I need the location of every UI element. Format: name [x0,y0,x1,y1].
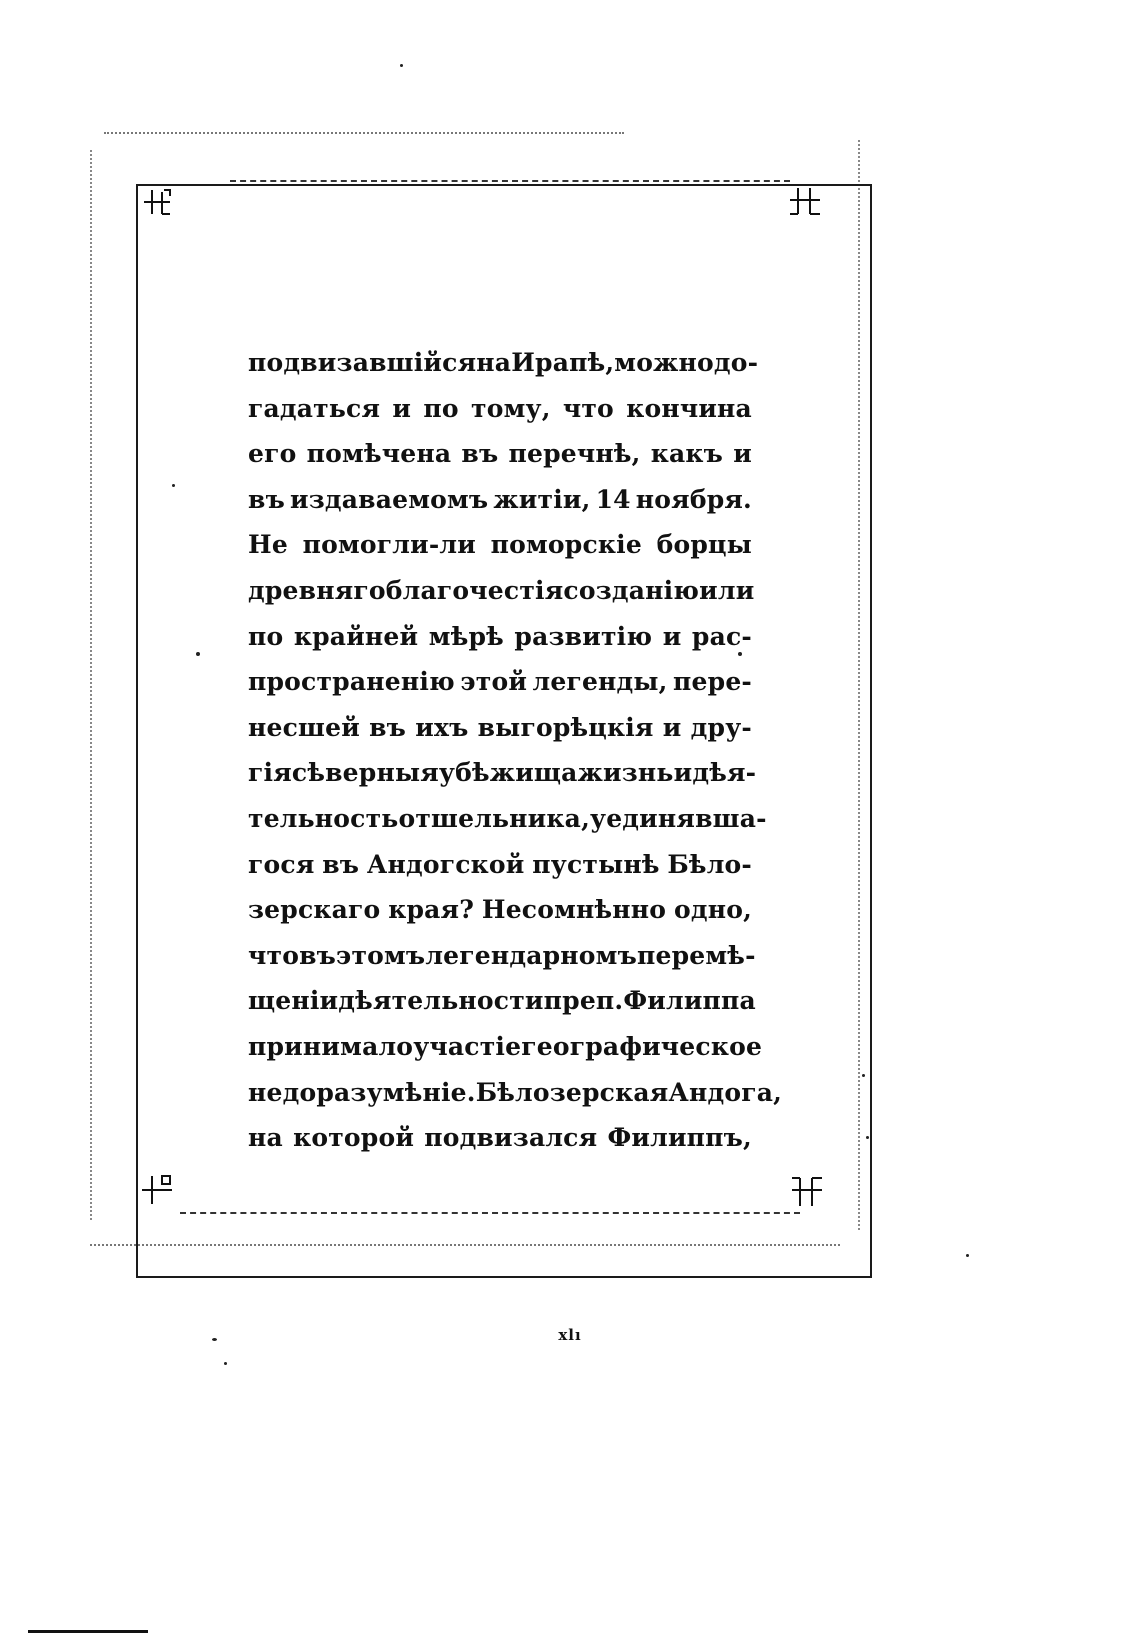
frame-bottom-dash [180,1212,800,1214]
word: перемѣ- [636,940,756,970]
left-dotted-guide [90,150,92,1220]
text-line [248,933,756,979]
text-line [248,750,757,796]
scan-speck [400,64,403,67]
word: этомъ [336,940,426,970]
scan-speck [196,652,200,656]
word: гадаться [248,393,381,423]
word: помѣчена [306,439,452,469]
scan-speck [966,1254,969,1257]
scan-speck [172,484,175,487]
word: ноября. [635,484,752,514]
word: или [699,575,755,605]
word: на [476,348,512,377]
word: гія [248,758,292,788]
word: легендарномъ [425,940,637,970]
text-line [248,796,767,842]
word: несшей [248,712,360,742]
word: древняго [248,575,386,605]
word: и [392,393,412,423]
word: созданію [563,575,700,605]
word: преп. [543,986,624,1016]
word: въ [369,712,407,742]
word: издаваемомъ [289,484,489,514]
word: поморскіе [490,530,642,560]
text-line [248,340,759,386]
corner-ornament-icon [140,1172,174,1206]
word: благочестія [385,575,564,605]
text-line [248,705,752,751]
word: по [248,621,284,651]
top-dotted-guide [104,132,624,134]
word: на [248,1123,283,1153]
word: ихъ [415,712,469,742]
scan-speck [224,1362,227,1365]
word: убѣжища [438,758,578,788]
scan-speck [212,1338,217,1341]
text-line [248,1115,752,1161]
text-line [248,659,752,705]
text-line [248,431,752,477]
word: пространенію [248,667,455,697]
word: Не [248,530,288,560]
word: перечнѣ, [508,439,641,469]
page-number: xlı [558,1326,582,1344]
word: Андога, [668,1077,783,1107]
word: развитію [514,621,653,651]
word: гося [248,849,315,879]
word: этой [460,667,528,697]
corner-ornament-icon [788,184,822,218]
word: легенды, [532,667,668,697]
word: дру- [690,712,752,742]
word: мѣрѣ [428,621,504,651]
text-line [248,386,752,432]
word: и [733,439,752,469]
word: Бѣло- [667,849,752,879]
word: какъ [650,439,724,469]
corner-ornament-icon [140,186,174,220]
text-line [248,522,752,568]
word: Андогской [366,849,525,879]
word: тому, [471,393,551,423]
word: дѣя- [692,758,757,788]
word: кончина [626,393,752,423]
word: въ [248,484,285,514]
word: принимало [248,1031,414,1061]
word: жизнь [577,758,674,788]
word: помогли-ли [302,530,476,560]
word: тельность [248,803,399,833]
word: и [662,712,682,742]
word: отшельника, [398,803,590,833]
text-line [248,1070,783,1116]
word: и [662,621,682,651]
word: уединявша- [589,803,767,833]
word: географическое [521,1031,763,1061]
word: что [562,393,614,423]
word: Бѣлозерская [475,1077,669,1107]
word: щеніи [248,986,339,1016]
word: что [248,940,300,970]
word: подвизавшійся [248,348,477,377]
word: его [248,439,297,469]
word: участіе [413,1031,522,1061]
word: Ирапѣ, [511,348,615,377]
scan-speck [866,1136,869,1139]
word: зерскаго [248,895,381,925]
word: пустынѣ [532,849,660,879]
word: которой [293,1123,415,1153]
text-line [248,614,752,660]
text-line [248,477,752,523]
scan-speck [738,652,742,656]
word: борцы [656,530,752,560]
word: житіи, [493,484,591,514]
word: пере- [673,667,752,697]
word: недоразумѣніе. [248,1077,476,1107]
scan-edge-mark [28,1630,148,1633]
word: сѣверныя [291,758,439,788]
word: одно, [673,895,752,925]
word: въ [299,940,337,970]
word: можно [614,348,714,377]
word: крайней [293,621,419,651]
text-line [248,1024,763,1070]
word: дѣятельности [338,986,544,1016]
word: выгорѣцкія [477,712,654,742]
text-line [248,887,752,933]
word: Филиппа [623,986,756,1016]
text-line [248,568,755,614]
word: въ [461,439,499,469]
word: подвизался [424,1123,598,1153]
word: края? [388,895,475,925]
word: Несомнѣнно [481,895,667,925]
word: по [423,393,459,423]
word: 14 [595,484,631,514]
scan-speck [862,1074,865,1077]
word: до- [713,348,759,377]
corner-ornament-icon [790,1174,824,1208]
body-text [248,340,783,1161]
word: въ [322,849,360,879]
frame-top-dash [230,180,790,182]
word: Филиппъ, [607,1123,752,1153]
word: и [673,758,693,788]
word: рас- [691,621,752,651]
text-line [248,842,752,888]
text-line [248,978,756,1024]
